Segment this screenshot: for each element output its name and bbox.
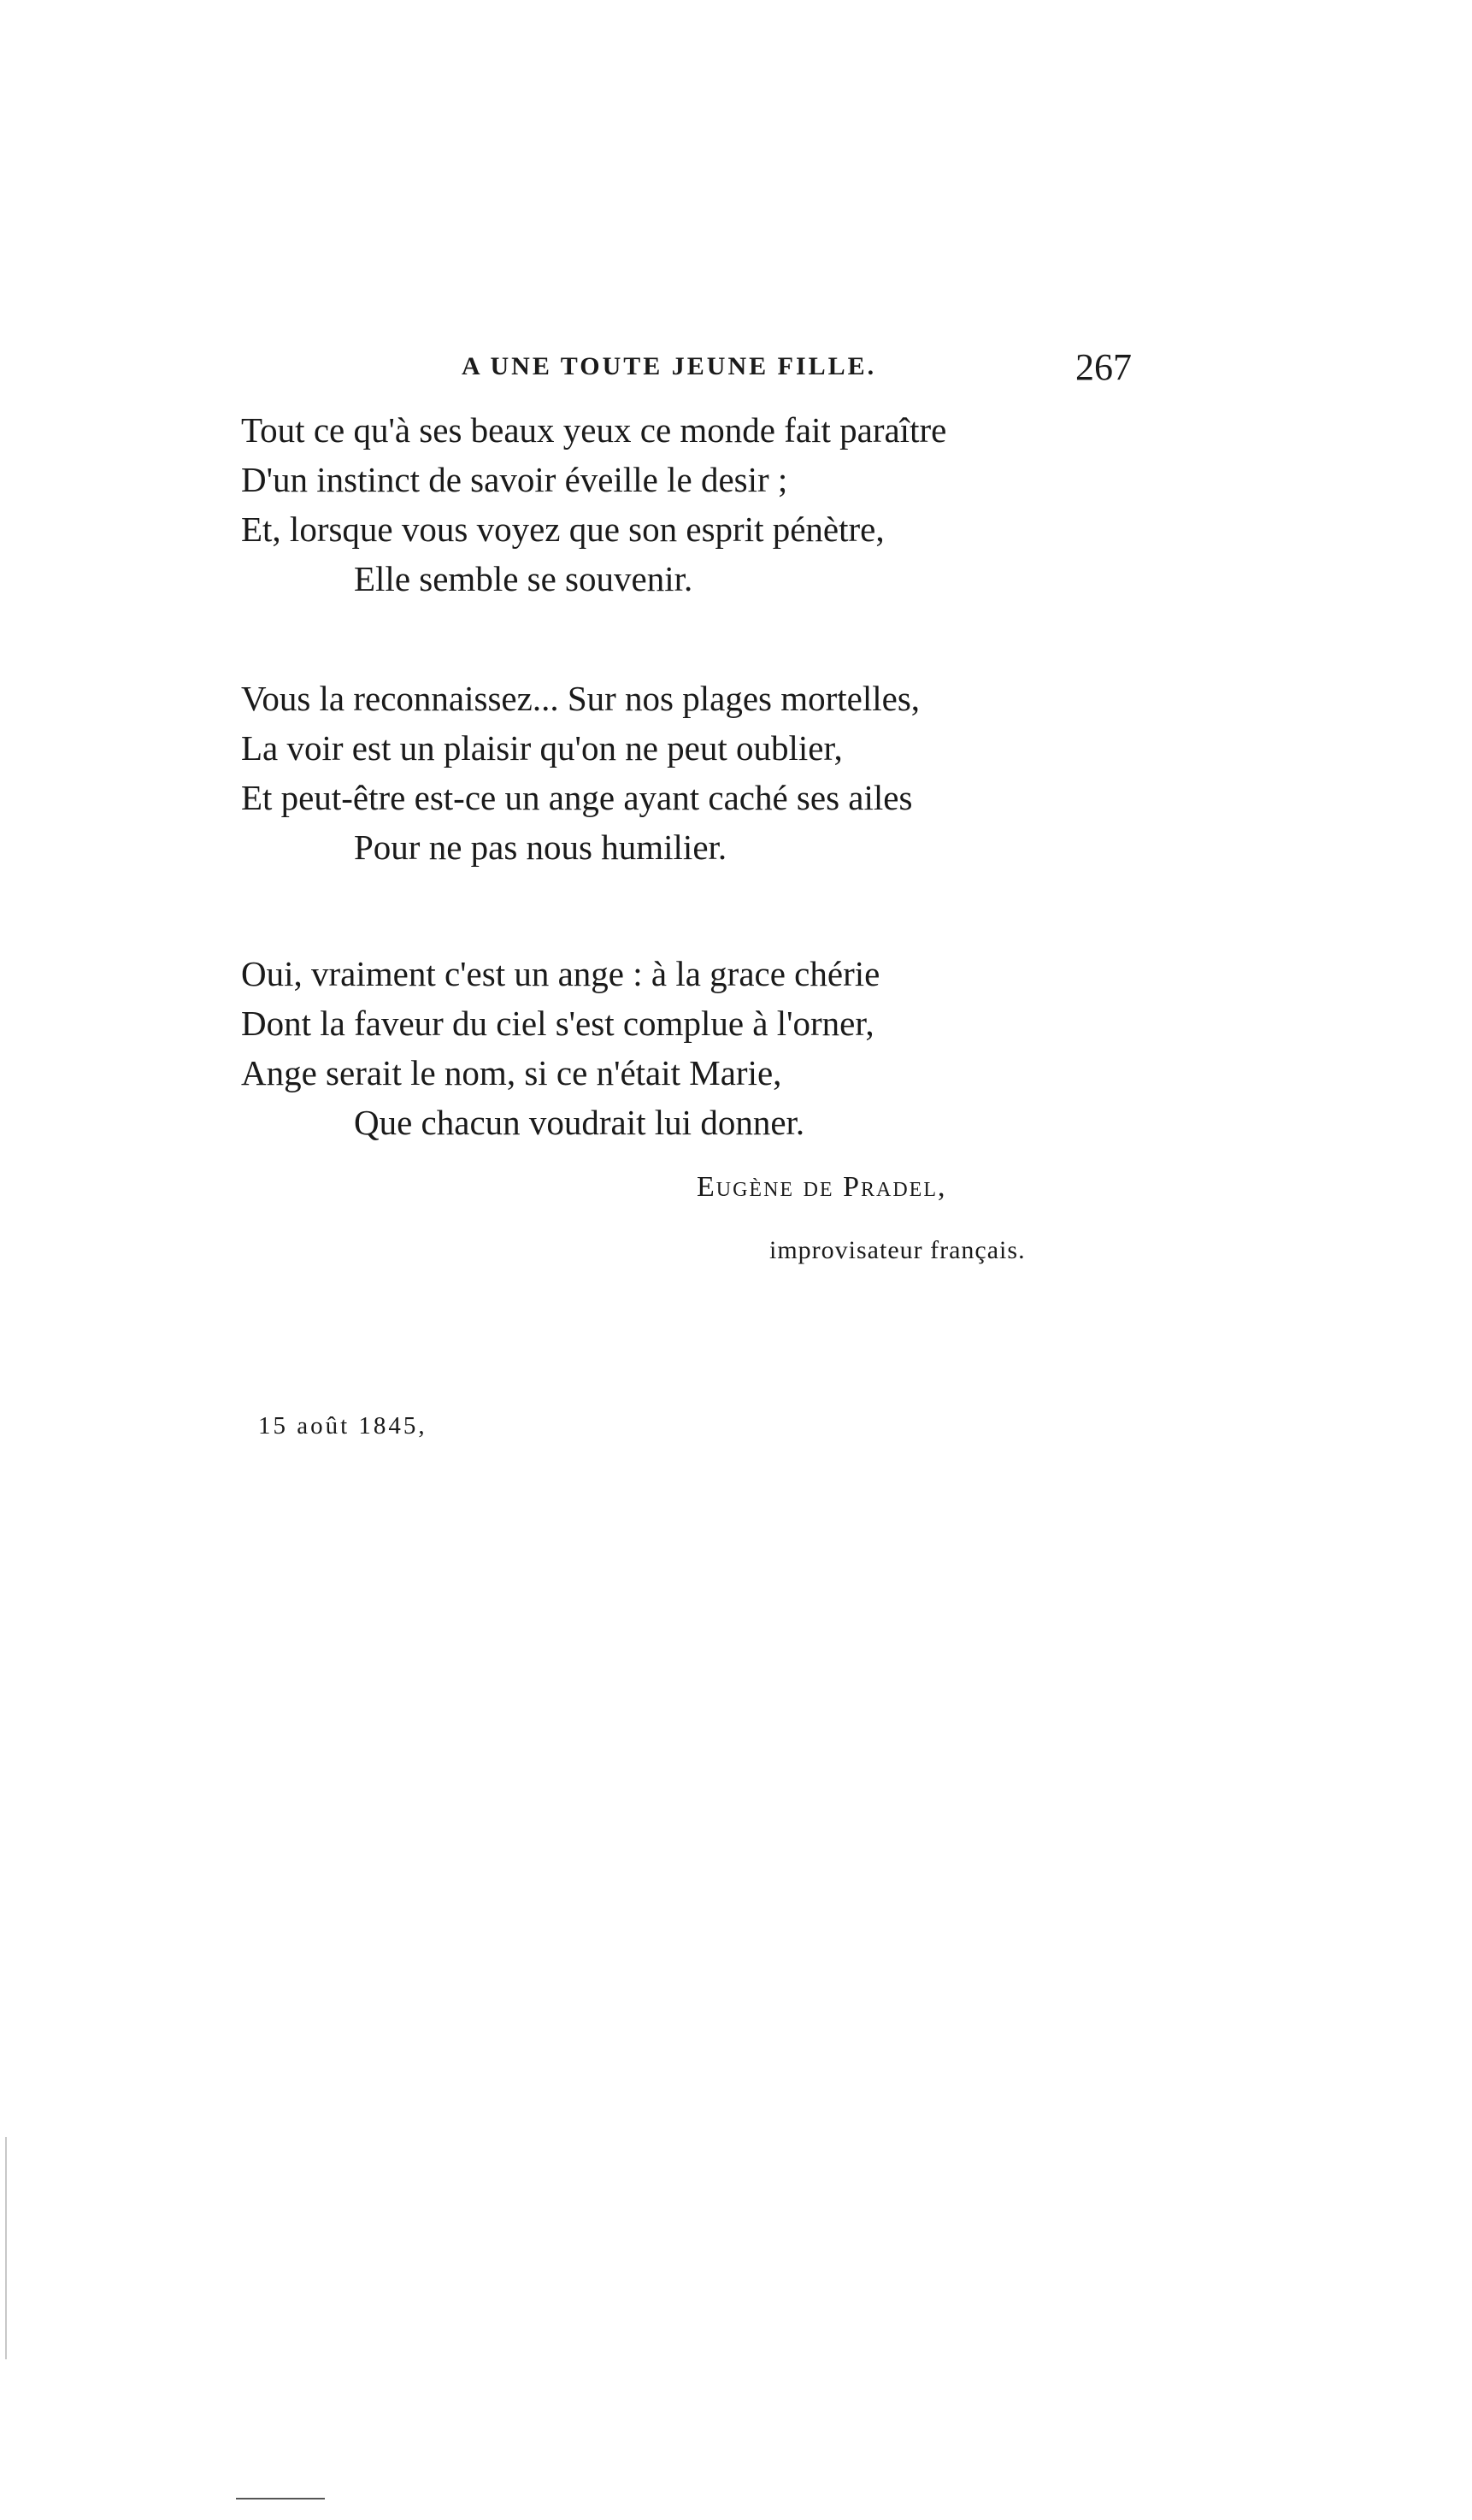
- footer-rule: [236, 2498, 325, 2499]
- author-title: improvisateur français.: [769, 1236, 1026, 1264]
- scan-margin-line: [5, 2137, 7, 2359]
- verse-line: Vous la reconnaissez... Sur nos plages mortelles,: [241, 679, 921, 718]
- verse-line: Tout ce qu'à ses beaux yeux ce monde fait paraître: [241, 410, 947, 450]
- page-number: 267: [1075, 346, 1132, 388]
- author-signature: Eugène de Pradel,: [697, 1171, 947, 1203]
- verse-line: Pour ne pas nous humilier.: [354, 827, 727, 867]
- verse-line: Dont la faveur du ciel s'est complue à l'orner,: [241, 1004, 874, 1043]
- verse-line: Et, lorsque vous voyez que son esprit pénètre,: [241, 509, 885, 549]
- verse-line: Et peut-être est-ce un ange ayant caché ses ailes: [241, 778, 913, 817]
- stanza-1: [241, 405, 946, 604]
- verse-line: Ange serait le nom, si ce n'était Marie,: [241, 1053, 782, 1092]
- verse-line: Oui, vraiment c'est un ange : à la grace chérie: [241, 954, 880, 993]
- running-title: A UNE TOUTE JEUNE FILLE.: [462, 352, 877, 380]
- poem-date: 15 août 1845,: [258, 1412, 427, 1440]
- stanza-3: [241, 949, 880, 1147]
- verse-line: Elle semble se souvenir.: [354, 559, 693, 598]
- verse-line: Que chacun voudrait lui donner.: [354, 1103, 805, 1142]
- stanza-2: [241, 674, 920, 872]
- verse-line: D'un instinct de savoir éveille le desir ;: [241, 460, 788, 499]
- verse-line: La voir est un plaisir qu'on ne peut oublier,: [241, 728, 843, 768]
